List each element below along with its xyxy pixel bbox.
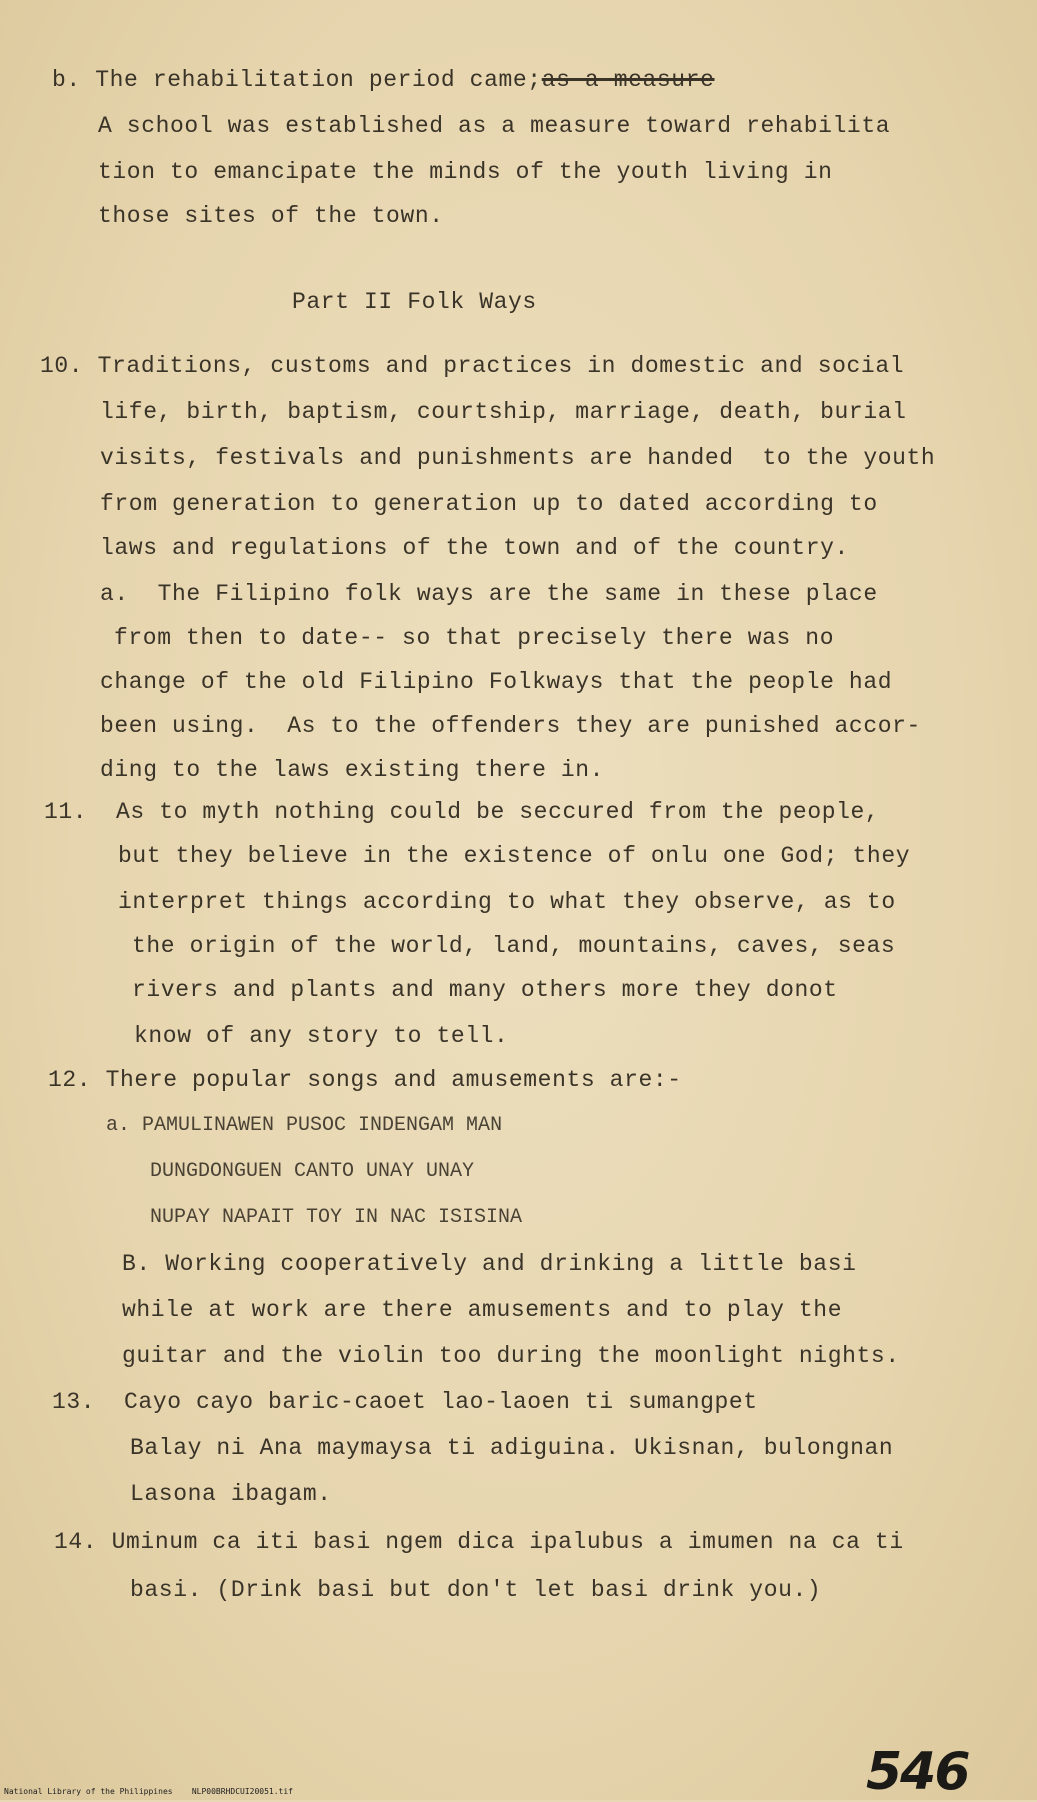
- paragraph-b-text: b. The rehabilitation period came;: [52, 67, 542, 93]
- item-10-line-7: from then to date-- so that precisely there was no: [114, 625, 835, 651]
- item-12-song-line-2: DUNGDONGUEN CANTO UNAY UNAY: [150, 1160, 475, 1183]
- paragraph-b-line-3: tion to emancipate the minds of the youth living in: [98, 159, 833, 185]
- item-11-line-4: the origin of the world, land, mountains, caves, seas: [132, 933, 896, 959]
- item-13-line-2: Balay ni Ana maymaysa ti adiguina. Ukisnan, bulongnan: [130, 1435, 894, 1461]
- item-10-line-1: 10. Traditions, customs and practices in domestic and social: [40, 353, 905, 379]
- paragraph-b-line-2: A school was established as a measure toward rehabilita: [98, 113, 891, 139]
- item-12-b-line-2: while at work are there amusements and to play the: [122, 1297, 843, 1323]
- item-14-line-1: 14. Uminum ca iti basi ngem dica ipalubus a imumen na ca ti: [54, 1529, 904, 1555]
- item-12-line-1: 12. There popular songs and amusements are:-: [48, 1067, 682, 1093]
- item-10-line-5: laws and regulations of the town and of the country.: [100, 535, 849, 561]
- item-12-song-line-3: NUPAY NAPAIT TOY IN NAC ISISINA: [150, 1206, 523, 1229]
- item-14-line-2: basi. (Drink basi but don't let basi drink you.): [130, 1577, 822, 1603]
- archive-footer: National Library of the Philippines NLP00BRHDCUI20051.tif: [4, 1787, 293, 1796]
- item-10-line-8: change of the old Filipino Folkways that the people had: [100, 669, 893, 695]
- section-heading: Part II Folk Ways: [292, 289, 537, 315]
- item-12-b-line-1: B. Working cooperatively and drinking a little basi: [122, 1251, 857, 1277]
- handwritten-page-number: 546: [866, 1742, 969, 1802]
- item-11-line-2: but they believe in the existence of onlu one God; they: [118, 843, 911, 869]
- item-13-line-3: Lasona ibagam.: [130, 1481, 332, 1507]
- item-10-line-10: ding to the laws existing there in.: [100, 757, 605, 783]
- item-10-line-2: life, birth, baptism, courtship, marriage, death, burial: [100, 399, 907, 425]
- item-10-line-6: a. The Filipino folk ways are the same in these place: [100, 581, 878, 607]
- item-10-line-9: been using. As to the offenders they are punished accor-: [100, 713, 921, 739]
- item-13-line-1: 13. Cayo cayo baric-caoet lao-laoen ti sumangpet: [52, 1389, 758, 1415]
- item-11-line-1: 11. As to myth nothing could be seccured from the people,: [44, 799, 880, 825]
- paragraph-b-line-4: those sites of the town.: [98, 203, 444, 229]
- paragraph-b-line-1: [52, 66, 715, 94]
- item-10-line-3: visits, festivals and punishments are handed to the youth: [100, 445, 936, 471]
- item-10-line-4: from generation to generation up to dated according to: [100, 491, 878, 517]
- struck-text: as a measure: [541, 67, 715, 93]
- item-12-song-line-1: a. PAMULINAWEN PUSOC INDENGAM MAN: [106, 1114, 503, 1137]
- item-12-b-line-3: guitar and the violin too during the moonlight nights.: [122, 1343, 900, 1369]
- item-11-line-5: rivers and plants and many others more they donot: [132, 977, 838, 1003]
- item-11-line-3: interpret things according to what they observe, as to: [118, 889, 896, 915]
- item-11-line-6: know of any story to tell.: [134, 1023, 509, 1049]
